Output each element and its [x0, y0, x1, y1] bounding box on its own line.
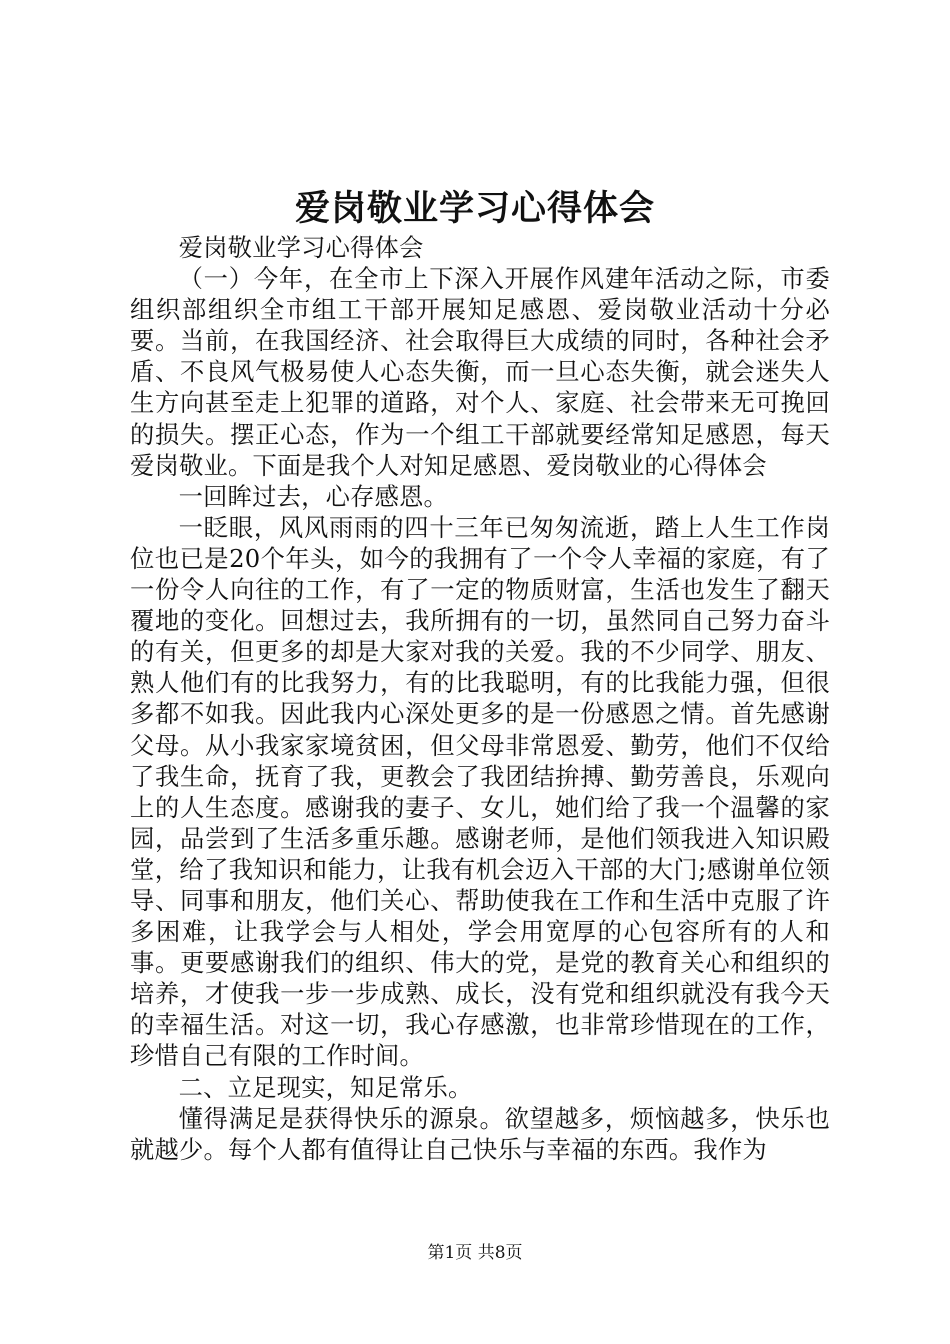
document-body	[130, 232, 830, 1165]
paragraph-intro: （一）今年，在全市上下深入开展作风建年活动之际，市委组织部组织全市组工干部开展知足感恩、爱岗敬业活动十分必要。当前，在我国经济、社会取得巨大成绩的同时，各种社会矛盾、不良风气极易使人心态失衡，而一旦心态失衡，就会迷失人生方向甚至走上犯罪的道路，对个人、家庭、社会带来无可挽回的损失。摆正心态，作为一个组工干部就要经常知足感恩，每天爱岗敬业。下面是我个人对知足感恩、爱岗敬业的心得体会	[130, 264, 830, 480]
section-heading-contentment: 二、立足现实，知足常乐。	[178, 1072, 473, 1102]
paragraph-gratitude: 一眨眼，风风雨雨的四十三年已匆匆流逝，踏上人生工作岗位也已是20个年头，如今的我拥有了一个令人幸福的家庭，有了一份令人向往的工作，有了一定的物质财富，生活也发生了翻天覆地的变化。回想过去，我所拥有的一切，虽然同自己努力奋斗的有关，但更多的却是大家对我的关爱。我的不少同学、朋友、熟人他们有的比我努力，有的比我聪明，有的比我能力强，但很多都不如我。因此我内心深处更多的是一份感恩之情。首先感谢父母。从小我家家境贫困，但父母非常恩爱、勤劳，他们不仅给了我生命，抚育了我，更教会了我团结拚搏、勤劳善良，乐观向上的人生态度。感谢我的妻子、女儿，她们给了我一个温馨的家园，品尝到了生活多重乐趣。感谢老师，是他们领我进入知识殿堂，给了我知识和能力，让我有机会迈入干部的大门;感谢单位领导、同事和朋友，他们关心、帮助使我在工作和生活中克服了许多困难，让我学会与人相处，学会用宽厚的心包容所有的人和事。更要感谢我们的组织、伟大的党，是党的教育关心和组织的培养，才使我一步一步成熟、成长，没有党和组织就没有我今天的幸福生活。对这一切，我心存感激，也非常珍惜现在的工作，珍惜自己有限的工作时间。	[130, 512, 830, 1071]
section-heading-gratitude: 一回眸过去，心存感恩。	[178, 481, 449, 511]
paragraph-contentment: 懂得满足是获得快乐的源泉。欲望越多，烦恼越多，快乐也就越少。每个人都有值得让自己快乐与幸福的东西。我作为	[130, 1103, 830, 1164]
page-footer: 第1页 共8页	[427, 1243, 523, 1263]
page-title: 爱岗敬业学习心得体会	[294, 188, 655, 229]
paragraph-subtitle: 爱岗敬业学习心得体会	[178, 233, 424, 262]
